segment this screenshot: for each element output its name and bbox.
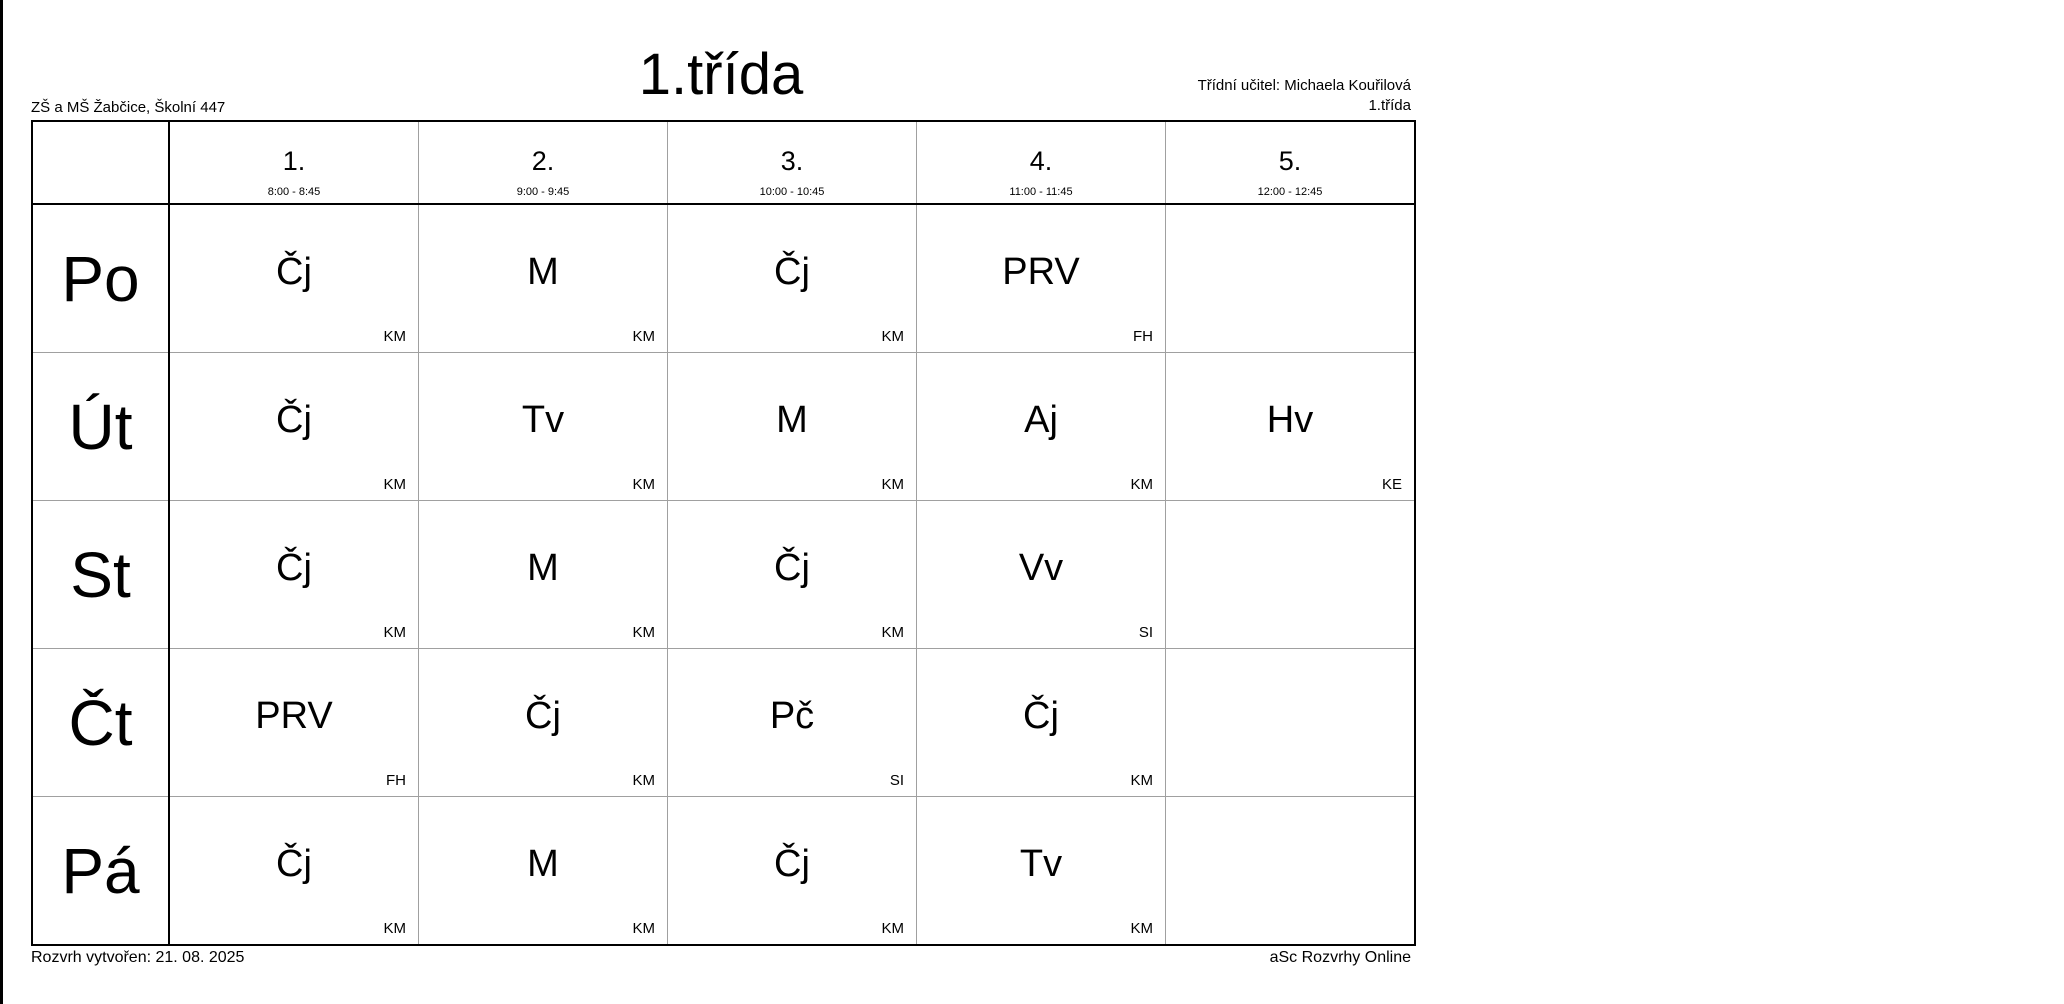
lesson-subject: Čj: [525, 694, 561, 737]
lesson-cell: [169, 649, 419, 797]
lesson-cell: [917, 204, 1166, 353]
lesson-subject: Čj: [276, 398, 312, 441]
lesson-teacher: KM: [1130, 772, 1153, 789]
lesson-subject: Čj: [774, 546, 810, 589]
lesson-cell: [917, 649, 1166, 797]
lesson-teacher: KM: [881, 476, 904, 493]
page-left-border: [0, 0, 3, 1004]
period-header-2: [419, 121, 668, 204]
day-label: Po: [32, 204, 169, 353]
lesson-teacher: KM: [383, 920, 406, 937]
lesson-subject: Čj: [774, 842, 810, 885]
timetable-grid: [31, 120, 1416, 946]
lesson-teacher: KE: [1381, 476, 1402, 493]
period-number: 3.: [780, 146, 804, 176]
lesson-subject: M: [776, 398, 808, 441]
lesson-teacher: KM: [383, 328, 406, 345]
timetable-header: [31, 30, 1411, 120]
lesson-teacher: KM: [383, 624, 406, 641]
lesson-subject: M: [527, 250, 559, 293]
period-time: 12:00 - 12:45: [1257, 186, 1323, 198]
lesson-cell: [419, 649, 668, 797]
school-name: ZŠ a MŠ Žabčice, Školní 447: [31, 99, 226, 116]
lesson-subject: Čj: [1023, 694, 1059, 737]
timetable-sheet: [31, 30, 1411, 973]
lesson-subject: Hv: [1266, 398, 1314, 441]
lesson-cell: [419, 353, 668, 501]
lesson-cell: [668, 797, 917, 946]
day-row-po: [32, 204, 1415, 353]
lesson-teacher: KM: [1130, 476, 1153, 493]
class-name: 1.třída: [1368, 97, 1411, 114]
page-title: 1.třída: [638, 42, 804, 107]
period-header-row: [32, 121, 1415, 204]
lesson-subject: Čj: [276, 546, 312, 589]
period-header-1: [169, 121, 419, 204]
lesson-cell: [1166, 204, 1416, 353]
period-header-5: [1166, 121, 1416, 204]
lesson-subject: Tv: [1019, 842, 1063, 885]
lesson-subject: PRV: [1002, 250, 1080, 293]
lesson-teacher: SI: [1138, 624, 1153, 641]
day-row-ut: [32, 353, 1415, 501]
lesson-teacher: FH: [386, 772, 406, 789]
lesson-cell: [419, 501, 668, 649]
lesson-teacher: KM: [632, 624, 655, 641]
lesson-cell: [1166, 501, 1416, 649]
created-date: Rozvrh vytvořen: 21. 08. 2025: [31, 949, 245, 966]
period-number: 4.: [1029, 146, 1053, 176]
period-time: 11:00 - 11:45: [1009, 186, 1073, 198]
day-label: Pá: [32, 797, 169, 946]
lesson-cell: [917, 353, 1166, 501]
lesson-cell: [169, 797, 419, 946]
period-number: 2.: [531, 146, 555, 176]
lesson-cell: [668, 353, 917, 501]
lesson-teacher: KM: [632, 328, 655, 345]
lesson-subject: Čj: [276, 842, 312, 885]
lesson-subject: M: [527, 546, 559, 589]
lesson-teacher: KM: [632, 920, 655, 937]
brand-label: aSc Rozvrhy Online: [1269, 949, 1411, 966]
day-label: St: [32, 501, 169, 649]
day-row-pa: [32, 797, 1415, 946]
lesson-cell: [1166, 649, 1416, 797]
lesson-cell: [169, 501, 419, 649]
lesson-subject: PRV: [255, 694, 333, 737]
class-teacher: Třídní učitel: Michaela Kouřilová: [1197, 77, 1411, 94]
class-info: [1198, 76, 1411, 116]
lesson-subject: Čj: [774, 250, 810, 293]
period-header-4: [917, 121, 1166, 204]
lesson-subject: Aj: [1024, 398, 1058, 441]
lesson-teacher: KM: [881, 624, 904, 641]
lesson-subject: Pč: [769, 694, 815, 737]
lesson-teacher: FH: [1133, 328, 1153, 345]
period-header-3: [668, 121, 917, 204]
lesson-subject: Vv: [1018, 546, 1064, 589]
lesson-teacher: KM: [383, 476, 406, 493]
period-number: 5.: [1278, 146, 1302, 176]
lesson-cell: [419, 797, 668, 946]
timetable-footer: [31, 949, 1411, 973]
period-time: 8:00 - 8:45: [267, 186, 321, 198]
lesson-subject: Tv: [521, 398, 565, 441]
lesson-subject: Čj: [276, 250, 312, 293]
lesson-teacher: SI: [889, 772, 904, 789]
corner-cell: [32, 121, 169, 204]
day-label: Čt: [32, 649, 169, 797]
lesson-cell: [169, 353, 419, 501]
day-row-st: [32, 501, 1415, 649]
lesson-teacher: KM: [881, 920, 904, 937]
period-time: 9:00 - 9:45: [516, 186, 570, 198]
lesson-teacher: KM: [881, 328, 904, 345]
lesson-cell: [169, 204, 419, 353]
period-number: 1.: [282, 146, 306, 176]
lesson-cell: [668, 649, 917, 797]
lesson-subject: M: [527, 842, 559, 885]
day-label: Út: [32, 353, 169, 501]
lesson-cell: [917, 501, 1166, 649]
lesson-cell: [1166, 797, 1416, 946]
lesson-cell: [668, 501, 917, 649]
lesson-cell: [419, 204, 668, 353]
lesson-cell: [917, 797, 1166, 946]
lesson-teacher: KM: [632, 772, 655, 789]
lesson-cell: [1166, 353, 1416, 501]
lesson-cell: [668, 204, 917, 353]
lesson-teacher: KM: [1130, 920, 1153, 937]
day-row-ct: [32, 649, 1415, 797]
lesson-teacher: KM: [632, 476, 655, 493]
period-time: 10:00 - 10:45: [759, 186, 825, 198]
